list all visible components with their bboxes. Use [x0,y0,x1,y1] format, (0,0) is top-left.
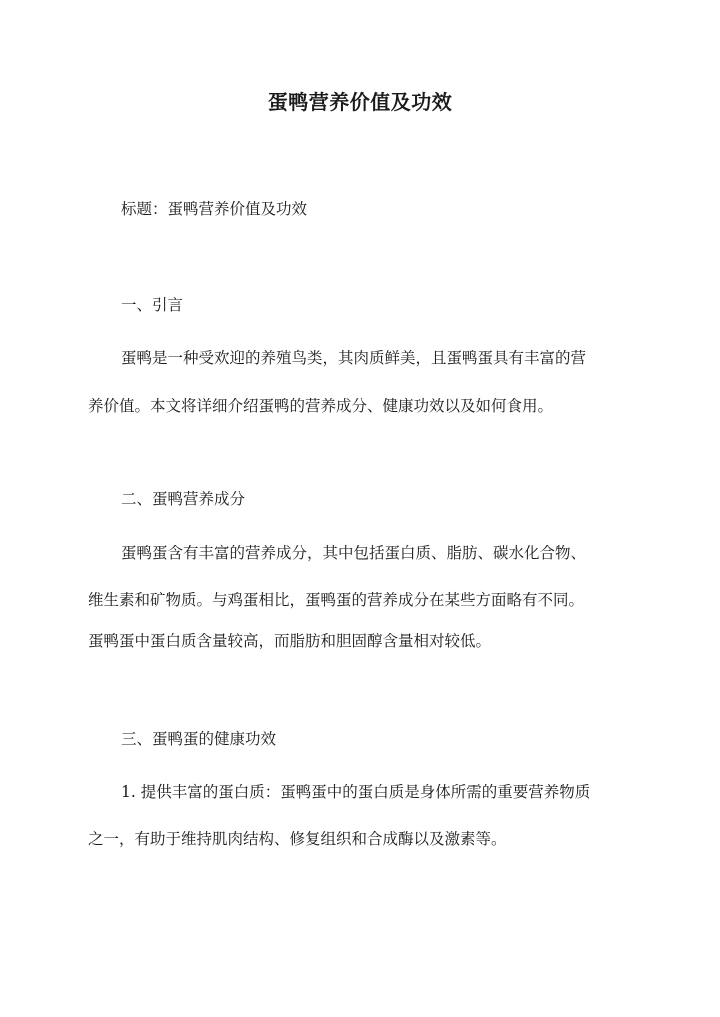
subtitle-line: 标题：蛋鸭营养价值及功效 [121,200,308,218]
section-heading-nutrition: 二、蛋鸭营养成分 [121,490,246,508]
document-title: 蛋鸭营养价值及功效 [267,90,453,114]
paragraph-line: 1. 提供丰富的蛋白质：蛋鸭蛋中的蛋白质是身体所需的重要营养物质 [121,783,591,801]
section-heading-introduction: 一、引言 [121,296,184,314]
paragraph-line: 之一，有助于维持肌肉结构、修复组织和合成酶以及激素等。 [88,830,507,848]
paragraph-line: 养价值。本文将详细介绍蛋鸭的营养成分、健康功效以及如何食用。 [88,397,554,415]
paragraph-line: 蛋鸭是一种受欢迎的养殖鸟类，其肉质鲜美，且蛋鸭蛋具有丰富的营 [121,349,587,367]
paragraph-line: 维生素和矿物质。与鸡蛋相比，蛋鸭蛋的营养成分在某些方面略有不同。 [88,591,585,609]
section-heading-health-benefits: 三、蛋鸭蛋的健康功效 [121,730,277,748]
paragraph-line: 蛋鸭蛋中蛋白质含量较高，而脂肪和胆固醇含量相对较低。 [88,632,492,650]
paragraph-line: 蛋鸭蛋含有丰富的营养成分，其中包括蛋白质、脂肪、碳水化合物、 [121,544,587,562]
